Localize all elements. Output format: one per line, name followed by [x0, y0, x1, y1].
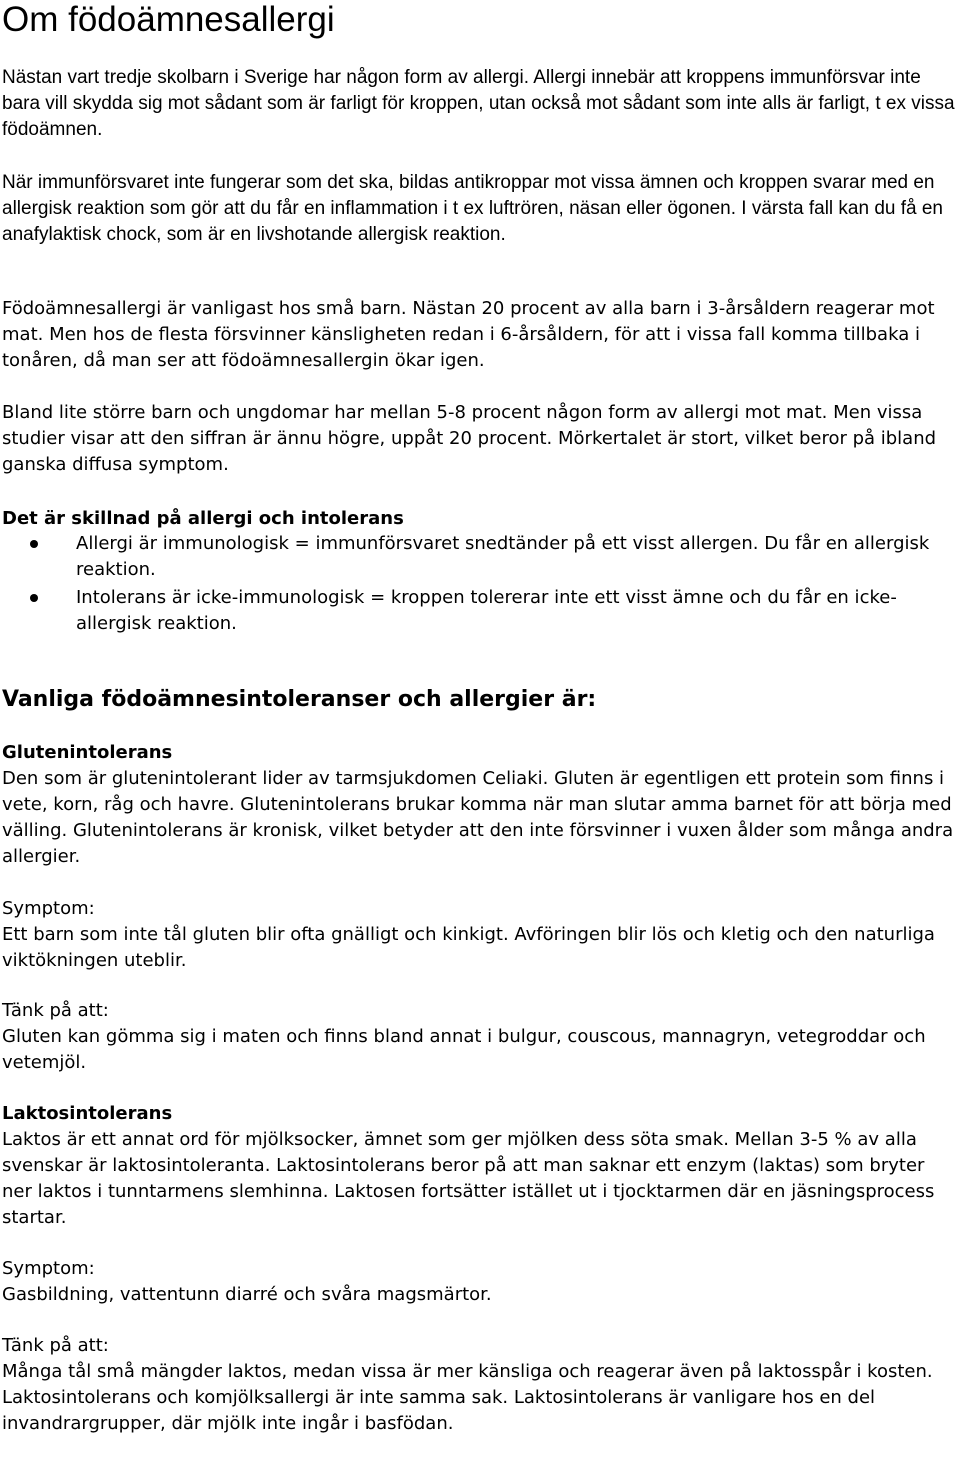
intro-paragraph-1: Nästan vart tredje skolbarn i Sverige har någon form av allergi. Allergi innebär att kroppens immunförsvar inte bara vill skydda sig mot sådant som är farligt för kroppen, utan också mot sådant som inte alls är farligt, t ex vissa födoämnen. — [2, 67, 955, 140]
intro-paragraph-2: När immunförsvaret inte fungerar som det ska, bildas antikroppar mot vissa ämnen och kroppen svarar med en allergisk reaktion som gör att du får en inflammation i t ex luftrören, näsan eller ögonen. I värsta fall kan du få en anafylaktisk chock, som är en livshotande allergisk reaktion. — [2, 172, 944, 245]
gluten-symptom-text: Ett barn som inte tål gluten blir ofta gnälligt och kinkigt. Avföringen blir lös och kletig och den naturliga viktökningen uteblir. — [2, 924, 935, 971]
page-title: Om födoämnesallergi — [2, 0, 335, 39]
intro-paragraph-3: Födoämnesallergi är vanligast hos små barn. Nästan 20 procent av alla barn i 3-årsåldern reagerar mot mat. Men hos de flesta försvinner känsligheten redan i 6-årsåldern, för att i vissa fall komma tillbaka i tonåren, då man ser att födoämnesallergin ökar igen. — [2, 298, 935, 371]
list-item — [30, 531, 960, 583]
difference-list — [30, 531, 960, 639]
lactose-think-label: Tänk på att: — [2, 1335, 109, 1356]
gluten-think-label: Tänk på att: — [2, 1000, 109, 1021]
lactose-heading: Laktosintolerans — [2, 1103, 173, 1124]
gluten-symptom-label: Symptom: — [2, 898, 95, 919]
difference-heading: Det är skillnad på allergi och intolerans — [2, 508, 404, 529]
lactose-symptom-label: Symptom: — [2, 1258, 95, 1279]
intro-paragraph-4: Bland lite större barn och ungdomar har mellan 5-8 procent någon form av allergi mot mat. Men vissa studier visar att den siffran är ännu högre, uppåt 20 procent. Mörkertalet är stort, vilket beror på ibland ganska diffusa symptom. — [2, 402, 937, 475]
bullet-icon — [30, 540, 38, 548]
list-item — [30, 585, 960, 637]
common-heading: Vanliga födoämnesintoleranser och allergier är: — [2, 687, 597, 712]
lactose-text: Laktos är ett annat ord för mjölksocker, ämnet som ger mjölken dess söta smak. Mellan 3-5 % av alla svenskar är laktosintoleranta. Laktosintolerans beror på att man saknar ett enzym (laktas) som bryter ner laktos i tunntarmens slemhinna. Laktosen fortsätter istället ut i tjocktarmen där en jäsningsprocess startar. — [2, 1129, 935, 1228]
gluten-text: Den som är glutenintolerant lider av tarmsjukdomen Celiaki. Gluten är egentligen ett protein som finns i vete, korn, råg och havre. Glutenintolerans brukar komma när man slutar amma barnet för att börja med välling. Glutenintolerans är kronisk, vilket betyder att den inte försvinner i vuxen ålder som många andra allergier. — [2, 768, 954, 867]
lactose-think-text: Många tål små mängder laktos, medan vissa är mer känsliga och reagerar även på laktosspår i kosten. Laktosintolerans och komjölksallergi är inte samma sak. Laktosintolerans är vanligare hos en del invandrargrupper, där mjölk inte ingår i basfödan. — [2, 1361, 933, 1434]
gluten-think-text: Gluten kan gömma sig i maten och finns bland annat i bulgur, couscous, mannagryn, vetegroddar och vetemjöl. — [2, 1026, 926, 1073]
list-item-text: Allergi är immunologisk = immunförsvaret snedtänder på ett visst allergen. Du får en allergisk reaktion. — [76, 533, 930, 580]
list-item-text: Intolerans är icke-immunologisk = kroppen tolererar inte ett visst ämne och du får en icke-allergisk reaktion. — [76, 587, 897, 634]
bullet-icon — [30, 594, 38, 602]
gluten-heading: Glutenintolerans — [2, 742, 173, 763]
lactose-symptom-text: Gasbildning, vattentunn diarré och svåra magsmärtor. — [2, 1284, 492, 1305]
